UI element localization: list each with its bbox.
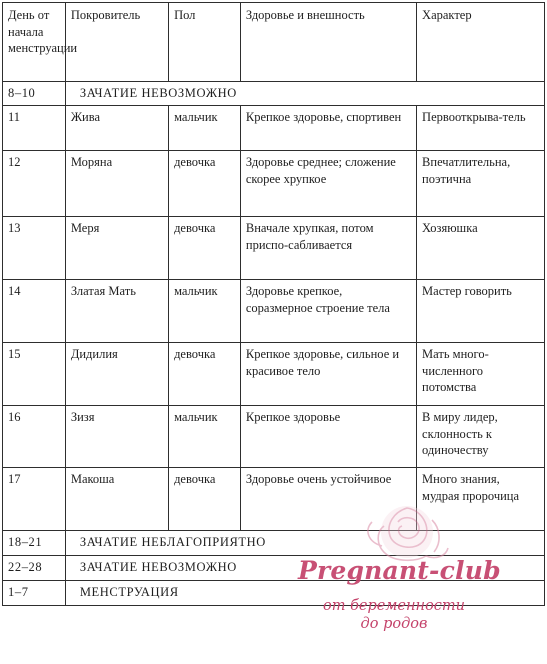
- cell-character: В миру лидер, склонность к одиночеству: [417, 406, 545, 468]
- cell-sex: девочка: [169, 151, 241, 217]
- cell-patron: Макоша: [65, 468, 168, 531]
- watermark-line1: от беременности: [322, 598, 466, 614]
- cell-health: Крепкое здоровье, спортивен: [240, 106, 416, 151]
- cell-day: 13: [3, 217, 66, 280]
- cell-character: Мастер говорить: [417, 280, 545, 343]
- cell-patron: Зизя: [65, 406, 168, 468]
- cell-patron: Меря: [65, 217, 168, 280]
- cell-sex: девочка: [169, 217, 241, 280]
- section-row: [3, 82, 545, 106]
- cell-day: 11: [3, 106, 66, 151]
- cell-health: Здоровье среднее; сложение скорее хрупкое: [240, 151, 416, 217]
- cell-patron: Дидилия: [65, 343, 168, 406]
- section-day: 18–21: [3, 531, 66, 556]
- cell-character: Впечатлительна, поэтична: [417, 151, 545, 217]
- header-patron: Покровитель: [65, 3, 168, 82]
- table-row: [3, 280, 545, 343]
- cell-health: Здоровье очень устойчивое: [240, 468, 416, 531]
- cell-health: Вначале хрупкая, потом приспо-сабливается: [240, 217, 416, 280]
- section-day: 8–10: [3, 82, 66, 106]
- cell-health: Крепкое здоровье: [240, 406, 416, 468]
- section-label: ЗАЧАТИЕ НЕВОЗМОЖНО: [65, 556, 544, 581]
- table-row: [3, 151, 545, 217]
- section-row: [3, 531, 545, 556]
- table-row: [3, 217, 545, 280]
- cell-sex: девочка: [169, 343, 241, 406]
- table-row: [3, 343, 545, 406]
- cell-patron: Моряна: [65, 151, 168, 217]
- section-day: 22–28: [3, 556, 66, 581]
- header-health: Здоровье и внешность: [240, 3, 416, 82]
- cell-day: 17: [3, 468, 66, 531]
- cell-day: 15: [3, 343, 66, 406]
- conception-calendar-table: [2, 2, 545, 606]
- cell-character: Мать много-численного потомства: [417, 343, 545, 406]
- table-row: [3, 468, 545, 531]
- cell-day: 16: [3, 406, 66, 468]
- watermark-line2: до родов: [360, 616, 428, 632]
- cell-sex: мальчик: [169, 406, 241, 468]
- cell-character: Хозяюшка: [417, 217, 545, 280]
- table-row: [3, 406, 545, 468]
- header-character: Характер: [417, 3, 545, 82]
- table-row: [3, 106, 545, 151]
- cell-sex: девочка: [169, 468, 241, 531]
- cell-sex: мальчик: [169, 280, 241, 343]
- cell-character: Много знания, мудрая пророчица: [417, 468, 545, 531]
- cell-character: Первооткрыва-тель: [417, 106, 545, 151]
- header-sex: Пол: [169, 3, 241, 82]
- section-day: 1–7: [3, 581, 66, 606]
- cell-patron: Жива: [65, 106, 168, 151]
- cell-sex: мальчик: [169, 106, 241, 151]
- table-header-row: [3, 3, 545, 82]
- header-day: День от начала менструации: [3, 3, 66, 82]
- section-label: ЗАЧАТИЕ НЕВОЗМОЖНО: [65, 82, 544, 106]
- cell-health: Здоровье крепкое, соразмерное строение тела: [240, 280, 416, 343]
- watermark-brand: Pregnant-club: [298, 556, 501, 585]
- cell-health: Крепкое здоровье, сильное и красивое тело: [240, 343, 416, 406]
- section-label: ЗАЧАТИЕ НЕБЛАГОПРИЯТНО: [65, 531, 544, 556]
- section-label: МЕНСТРУАЦИЯ: [65, 581, 544, 606]
- cell-day: 14: [3, 280, 66, 343]
- cell-patron: Златая Мать: [65, 280, 168, 343]
- cell-day: 12: [3, 151, 66, 217]
